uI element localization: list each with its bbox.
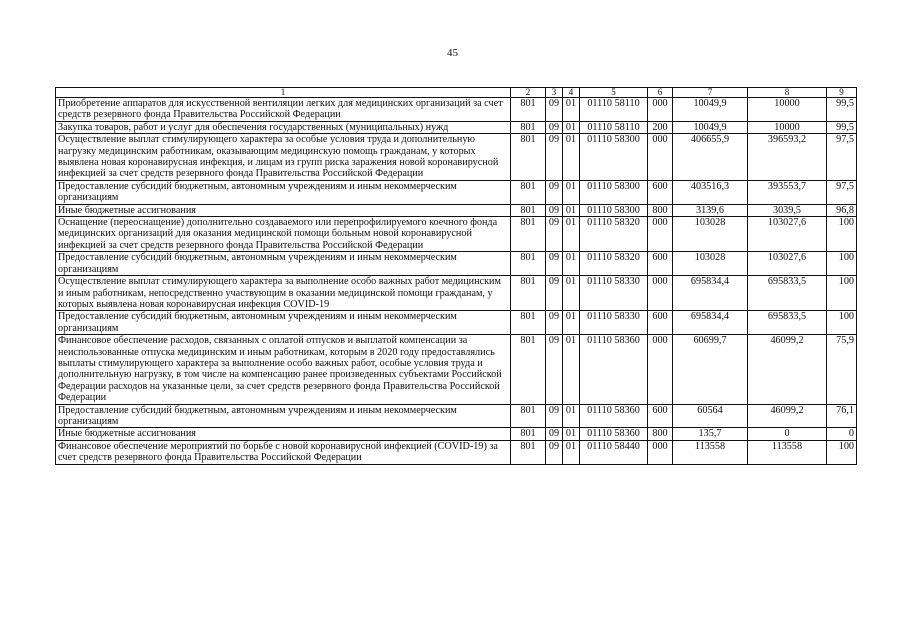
planned-amount-cell: 135,7 — [673, 428, 748, 440]
ministry-code-cell: 801 — [511, 252, 546, 276]
target-article-code-cell: 01110 58360 — [580, 428, 648, 440]
executed-amount-cell: 0 — [748, 428, 827, 440]
execution-percent-cell: 100 — [827, 217, 857, 252]
budget-table — [55, 87, 857, 465]
executed-amount-cell: 3039,5 — [748, 204, 827, 216]
planned-amount-cell: 113558 — [673, 440, 748, 464]
planned-amount-cell: 10049,9 — [673, 121, 748, 133]
target-article-code-cell: 01110 58360 — [580, 404, 648, 428]
ministry-code-cell: 801 — [511, 335, 546, 404]
expense-type-code-cell: 000 — [648, 335, 673, 404]
executed-amount-cell: 46099,2 — [748, 335, 827, 404]
execution-percent-cell: 97,5 — [827, 180, 857, 204]
execution-percent-cell: 75,9 — [827, 335, 857, 404]
table-row — [56, 440, 857, 464]
target-article-code-cell: 01110 58300 — [580, 204, 648, 216]
target-article-code-cell: 01110 58320 — [580, 252, 648, 276]
header-cell: 3 — [546, 88, 563, 98]
section-code-cell: 09 — [546, 121, 563, 133]
header-cell: 5 — [580, 88, 648, 98]
section-code-cell: 09 — [546, 404, 563, 428]
ministry-code-cell: 801 — [511, 217, 546, 252]
expense-name-cell: Оснащение (переоснащение) дополнительно создаваемого или перепрофилируемого коечного фонда медицинских организаций для оказания медицинской помощи больным новой коронавирусной инфекцией за счет средств резервного фонда Правительства Российской Федерации — [56, 217, 511, 252]
ministry-code-cell: 801 — [511, 180, 546, 204]
table-row — [56, 180, 857, 204]
section-code-cell: 09 — [546, 98, 563, 122]
executed-amount-cell: 46099,2 — [748, 404, 827, 428]
table-row — [56, 121, 857, 133]
section-code-cell: 09 — [546, 335, 563, 404]
planned-amount-cell: 403516,3 — [673, 180, 748, 204]
expense-type-code-cell: 600 — [648, 252, 673, 276]
planned-amount-cell: 10049,9 — [673, 98, 748, 122]
header-cell: 1 — [56, 88, 511, 98]
table-row — [56, 404, 857, 428]
expense-type-code-cell: 000 — [648, 98, 673, 122]
planned-amount-cell: 60564 — [673, 404, 748, 428]
subsection-code-cell: 01 — [563, 252, 580, 276]
section-code-cell: 09 — [546, 428, 563, 440]
expense-type-code-cell: 600 — [648, 180, 673, 204]
header-row — [56, 88, 857, 98]
subsection-code-cell: 01 — [563, 440, 580, 464]
table-row — [56, 428, 857, 440]
expense-name-cell: Предоставление субсидий бюджетным, автономным учреждениям и иным некоммерческим организациям — [56, 404, 511, 428]
target-article-code-cell: 01110 58110 — [580, 121, 648, 133]
target-article-code-cell: 01110 58300 — [580, 134, 648, 181]
subsection-code-cell: 01 — [563, 428, 580, 440]
planned-amount-cell: 103028 — [673, 252, 748, 276]
subsection-code-cell: 01 — [563, 134, 580, 181]
table-row — [56, 134, 857, 181]
expense-name-cell: Предоставление субсидий бюджетным, автономным учреждениям и иным некоммерческим организациям — [56, 180, 511, 204]
executed-amount-cell: 695833,5 — [748, 311, 827, 335]
section-code-cell: 09 — [546, 134, 563, 181]
section-code-cell: 09 — [546, 180, 563, 204]
planned-amount-cell: 695834,4 — [673, 276, 748, 311]
executed-amount-cell: 10000 — [748, 98, 827, 122]
executed-amount-cell: 695833,5 — [748, 276, 827, 311]
expense-name-cell: Финансовое обеспечение мероприятий по борьбе с новой коронавирусной инфекцией (COVID-19) за счет средств резервного фонда Правительства Российской Федерации — [56, 440, 511, 464]
execution-percent-cell: 100 — [827, 440, 857, 464]
expense-name-cell: Предоставление субсидий бюджетным, автономным учреждениям и иным некоммерческим организациям — [56, 252, 511, 276]
header-cell: 6 — [648, 88, 673, 98]
target-article-code-cell: 01110 58330 — [580, 311, 648, 335]
expense-name-cell: Осуществление выплат стимулирующего характера за особые условия труда и дополнительную нагрузку медицинским работникам, оказывающим медицинскую помощь гражданам, у которых выявлена новая коронавирусная инфекция, и лицам из групп риска заражения новой коронавирусной инфекцией за счет средств резервного фонда Правительства Российской Федерации — [56, 134, 511, 181]
expense-type-code-cell: 600 — [648, 404, 673, 428]
expense-name-cell: Осуществление выплат стимулирующего характера за выполнение особо важных работ медицинским и иным работникам, непосредственно участвующим в оказании медицинской помощи гражданам, у которых выявлена новая коронавирусная инфекция COVID-19 — [56, 276, 511, 311]
target-article-code-cell: 01110 58110 — [580, 98, 648, 122]
planned-amount-cell: 695834,4 — [673, 311, 748, 335]
table-row — [56, 98, 857, 122]
section-code-cell: 09 — [546, 217, 563, 252]
planned-amount-cell: 103028 — [673, 217, 748, 252]
section-code-cell: 09 — [546, 311, 563, 335]
subsection-code-cell: 01 — [563, 335, 580, 404]
expense-type-code-cell: 800 — [648, 204, 673, 216]
subsection-code-cell: 01 — [563, 204, 580, 216]
subsection-code-cell: 01 — [563, 276, 580, 311]
target-article-code-cell: 01110 58360 — [580, 335, 648, 404]
expense-name-cell: Иные бюджетные ассигнования — [56, 428, 511, 440]
section-code-cell: 09 — [546, 440, 563, 464]
table-row — [56, 217, 857, 252]
target-article-code-cell: 01110 58440 — [580, 440, 648, 464]
table-body — [56, 98, 857, 465]
header-cell: 8 — [748, 88, 827, 98]
table-row — [56, 204, 857, 216]
execution-percent-cell: 0 — [827, 428, 857, 440]
execution-percent-cell: 99,5 — [827, 121, 857, 133]
expense-name-cell: Предоставление субсидий бюджетным, автономным учреждениям и иным некоммерческим организациям — [56, 311, 511, 335]
ministry-code-cell: 801 — [511, 134, 546, 181]
ministry-code-cell: 801 — [511, 204, 546, 216]
execution-percent-cell: 97,5 — [827, 134, 857, 181]
expense-type-code-cell: 000 — [648, 440, 673, 464]
execution-percent-cell: 100 — [827, 311, 857, 335]
execution-percent-cell: 99,5 — [827, 98, 857, 122]
executed-amount-cell: 396593,2 — [748, 134, 827, 181]
planned-amount-cell: 60699,7 — [673, 335, 748, 404]
execution-percent-cell: 96,8 — [827, 204, 857, 216]
ministry-code-cell: 801 — [511, 428, 546, 440]
target-article-code-cell: 01110 58320 — [580, 217, 648, 252]
expense-type-code-cell: 000 — [648, 134, 673, 181]
executed-amount-cell: 393553,7 — [748, 180, 827, 204]
section-code-cell: 09 — [546, 252, 563, 276]
expense-type-code-cell: 800 — [648, 428, 673, 440]
expense-type-code-cell: 600 — [648, 311, 673, 335]
section-code-cell: 09 — [546, 204, 563, 216]
planned-amount-cell: 3139,6 — [673, 204, 748, 216]
executed-amount-cell: 113558 — [748, 440, 827, 464]
execution-percent-cell: 100 — [827, 276, 857, 311]
expense-type-code-cell: 200 — [648, 121, 673, 133]
subsection-code-cell: 01 — [563, 311, 580, 335]
expense-type-code-cell: 000 — [648, 217, 673, 252]
executed-amount-cell: 103027,6 — [748, 217, 827, 252]
subsection-code-cell: 01 — [563, 98, 580, 122]
table-row — [56, 252, 857, 276]
execution-percent-cell: 100 — [827, 252, 857, 276]
ministry-code-cell: 801 — [511, 311, 546, 335]
table-row — [56, 335, 857, 404]
expense-name-cell: Закупка товаров, работ и услуг для обеспечения государственных (муниципальных) нужд — [56, 121, 511, 133]
executed-amount-cell: 103027,6 — [748, 252, 827, 276]
header-cell: 7 — [673, 88, 748, 98]
expense-name-cell: Финансовое обеспечение расходов, связанных с оплатой отпусков и выплатой компенсации за неиспользованные отпуска медицинским и иным работникам, которым в 2020 году предоставлялись выплаты стимулирующего характера за выполнение особо важных работ, особые условия труда и дополнительную нагрузку, в том числе на компенсацию ранее произведенных субъектами Российской Федерации расходов на указанные цели, за счет средств резервного фонда Правительства Российской Федерации — [56, 335, 511, 404]
ministry-code-cell: 801 — [511, 98, 546, 122]
subsection-code-cell: 01 — [563, 217, 580, 252]
target-article-code-cell: 01110 58330 — [580, 276, 648, 311]
header-cell: 4 — [563, 88, 580, 98]
ministry-code-cell: 801 — [511, 440, 546, 464]
table-row — [56, 311, 857, 335]
ministry-code-cell: 801 — [511, 121, 546, 133]
expense-name-cell: Приобретение аппаратов для искусственной вентиляции легких для медицинских организаций за счет средств резервного фонда Правительства Российской Федерации — [56, 98, 511, 122]
page-number: 45 — [447, 47, 458, 59]
ministry-code-cell: 801 — [511, 276, 546, 311]
executed-amount-cell: 10000 — [748, 121, 827, 133]
subsection-code-cell: 01 — [563, 404, 580, 428]
subsection-code-cell: 01 — [563, 121, 580, 133]
target-article-code-cell: 01110 58300 — [580, 180, 648, 204]
header-cell: 2 — [511, 88, 546, 98]
execution-percent-cell: 76,1 — [827, 404, 857, 428]
header-cell: 9 — [827, 88, 857, 98]
table-row — [56, 276, 857, 311]
planned-amount-cell: 406655,9 — [673, 134, 748, 181]
section-code-cell: 09 — [546, 276, 563, 311]
expense-type-code-cell: 000 — [648, 276, 673, 311]
ministry-code-cell: 801 — [511, 404, 546, 428]
subsection-code-cell: 01 — [563, 180, 580, 204]
expense-name-cell: Иные бюджетные ассигнования — [56, 204, 511, 216]
